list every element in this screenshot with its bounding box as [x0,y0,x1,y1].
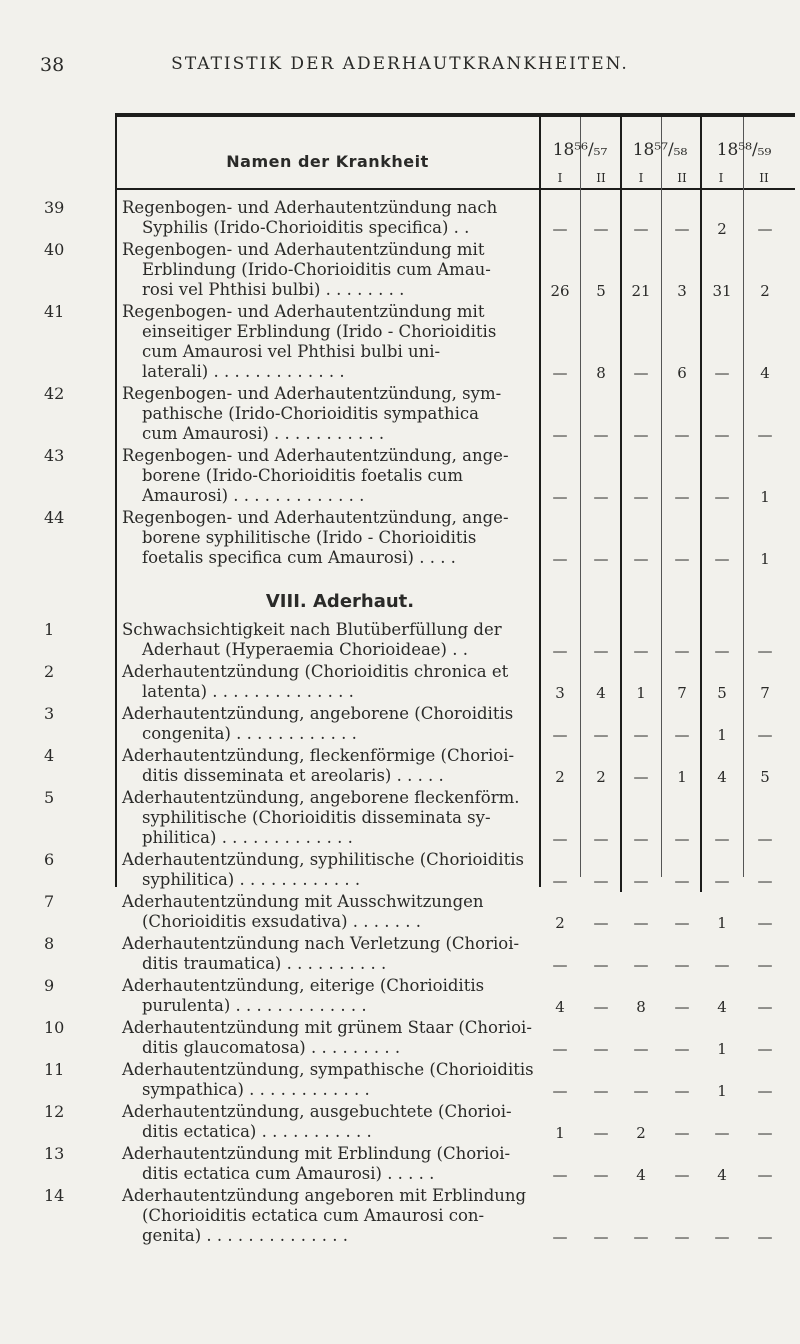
value-cell: — [757,998,773,1016]
value-cell: — [593,642,609,660]
row-number: 42 [44,384,65,403]
value-cell: — [714,1228,730,1246]
row-number: 4 [44,746,55,765]
entry-line: borene (Irido-Chorioiditis foetalis cum [142,466,464,485]
value-cell: — [633,1082,649,1100]
disease-entry [122,302,540,382]
entry-line: laterali) . . . . . . . . . . . . . [142,362,345,381]
entry-line: Aderhautentzündung, sympathische (Chorioiditis [122,1060,534,1079]
table-header-rule [115,188,795,190]
row-number: 14 [44,1186,65,1205]
value-cell: 21 [631,282,651,300]
value-cell: — [633,768,649,786]
value-cell: 1 [717,1082,727,1100]
row-number: 2 [44,662,55,681]
entry-line: foetalis specifica cum Amaurosi) . . . . [142,548,456,567]
value-cell: 2 [760,282,770,300]
entry-line: Regenbogen- und Aderhautentzündung, ange- [122,508,509,527]
value-cell: — [714,830,730,848]
value-cell: — [674,726,690,744]
entry-line: syphilitische (Chorioiditis disseminata sy- [142,808,491,827]
disease-entry [122,1018,540,1058]
row-number: 1 [44,620,55,639]
value-cell: 1 [760,488,770,506]
value-cell: — [714,872,730,890]
value-cell: — [593,550,609,568]
value-cell: — [552,488,568,506]
entry-line: ditis disseminata et areolaris) . . . . . [142,766,444,785]
value-cell: — [593,830,609,848]
value-cell: — [633,642,649,660]
entry-line: Amaurosi) . . . . . . . . . . . . . [142,486,365,505]
entry-line: Aderhautentzündung, syphilitische (Chorioiditis [122,850,524,869]
value-cell: — [593,220,609,238]
entry-line: Regenbogen- und Aderhautentzündung mit [122,240,485,259]
entry-line: Regenbogen- und Aderhautentzündung mit [122,302,485,321]
value-cell: — [633,872,649,890]
entry-line: sympathica) . . . . . . . . . . . . [142,1080,370,1099]
row-number: 39 [44,198,65,217]
value-cell: — [633,364,649,382]
header-year: 18⁵⁶/₅₇ [552,140,608,160]
entry-line: Aderhautentzündung, angeborene fleckenförm. [122,788,520,807]
value-cell: — [757,1166,773,1184]
value-cell: — [633,1040,649,1058]
value-cell: — [593,488,609,506]
entry-line: latenta) . . . . . . . . . . . . . . [142,682,354,701]
row-number: 13 [44,1144,65,1163]
value-cell: — [552,550,568,568]
value-cell: — [552,830,568,848]
value-cell: — [552,1040,568,1058]
value-cell: — [674,956,690,974]
row-number: 40 [44,240,65,259]
header-subcol: I [638,171,644,185]
header-year: 18⁵⁸/₅₉ [716,140,772,160]
value-cell: — [593,1082,609,1100]
value-cell: 5 [596,282,606,300]
value-cell: — [593,1040,609,1058]
value-cell: — [552,1082,568,1100]
value-cell: — [633,426,649,444]
value-cell: — [593,1166,609,1184]
disease-entry [122,620,540,660]
entry-line: rosi vel Phthisi bulbi) . . . . . . . . [142,280,405,299]
value-cell: 4 [717,998,727,1016]
running-head: STATISTIK DER ADERHAUTKRANKHEITEN. [171,54,629,74]
value-cell: — [674,550,690,568]
header-subcol: I [718,171,724,185]
value-cell: — [757,1082,773,1100]
disease-entry [122,788,540,848]
value-cell: 31 [712,282,732,300]
column-rule [580,117,581,877]
value-cell: — [633,726,649,744]
value-cell: — [674,488,690,506]
row-number: 41 [44,302,65,321]
entry-line: cum Amaurosi vel Phthisi bulbi uni- [142,342,441,361]
value-cell: 7 [760,684,770,702]
entry-line: Aderhautentzündung mit Erblindung (Chorioi- [122,1144,511,1163]
value-cell: 8 [596,364,606,382]
disease-entry [122,1144,540,1184]
value-cell: — [593,956,609,974]
value-cell: 2 [555,768,565,786]
entry-line: Schwachsichtigkeit nach Blutüberfüllung der [122,620,502,639]
entry-line: pathische (Irido-Chorioiditis sympathica [142,404,479,423]
header-subcol: I [557,171,563,185]
row-number: 3 [44,704,55,723]
value-cell: — [552,1166,568,1184]
section-heading: VIII. Aderhaut. [265,591,415,612]
entry-line: Syphilis (Irido-Chorioiditis specifica) . . [142,218,470,237]
row-number: 43 [44,446,65,465]
entry-line: Aderhautentzündung angeboren mit Erblindung [122,1186,527,1205]
value-cell: — [633,914,649,932]
value-cell: — [674,220,690,238]
value-cell: — [552,220,568,238]
disease-entry [122,240,540,300]
disease-entry [122,934,540,974]
row-number: 8 [44,934,55,953]
value-cell: — [674,1082,690,1100]
entry-line: borene syphilitische (Irido - Chorioiditis [142,528,477,547]
value-cell: 4 [717,768,727,786]
value-cell: — [633,956,649,974]
column-rule [620,117,622,892]
value-cell: 2 [555,914,565,932]
disease-entry [122,892,540,932]
disease-entry [122,508,540,568]
header-subcol: II [677,171,687,185]
value-cell: — [593,726,609,744]
entry-line: Aderhautentzündung, ausgebuchtete (Chorioi- [122,1102,512,1121]
value-cell: 4 [596,684,606,702]
row-number: 44 [44,508,65,527]
value-cell: — [593,914,609,932]
column-rule [115,117,117,887]
entry-line: cum Amaurosi) . . . . . . . . . . . [142,424,385,443]
disease-entry [122,446,540,506]
value-cell: — [674,1166,690,1184]
header-subcol: II [759,171,769,185]
entry-line: purulenta) . . . . . . . . . . . . . [142,996,367,1015]
value-cell: — [674,1040,690,1058]
value-cell: — [674,872,690,890]
value-cell: 4 [717,1166,727,1184]
value-cell: — [633,550,649,568]
entry-line: Aderhautentzündung, angeborene (Choroiditis [122,704,514,723]
value-cell: — [674,1124,690,1142]
row-number: 5 [44,788,55,807]
value-cell: — [757,956,773,974]
value-cell: 7 [677,684,687,702]
value-cell: — [757,426,773,444]
value-cell: 8 [636,998,646,1016]
value-cell: — [757,914,773,932]
disease-entry [122,662,540,702]
row-number: 7 [44,892,55,911]
disease-entry [122,850,540,890]
value-cell: 1 [760,550,770,568]
value-cell: — [714,550,730,568]
entry-line: Regenbogen- und Aderhautentzündung, sym- [122,384,502,403]
value-cell: — [552,872,568,890]
value-cell: — [757,1124,773,1142]
disease-entry [122,384,540,444]
value-cell: — [593,998,609,1016]
value-cell: — [593,426,609,444]
entry-line: Aderhautentzündung mit grünem Staar (Chorioi- [122,1018,532,1037]
value-cell: 4 [636,1166,646,1184]
value-cell: — [593,1228,609,1246]
entry-line: Regenbogen- und Aderhautentzündung, ange- [122,446,509,465]
entry-line: einseitiger Erblindung (Irido - Chorioiditis [142,322,497,341]
header-year: 18⁵⁷/₅₈ [632,140,688,160]
value-cell: — [757,726,773,744]
value-cell: — [757,220,773,238]
value-cell: — [633,220,649,238]
entry-line: Aderhautentzündung (Chorioiditis chronica et [122,662,509,681]
page-number: 38 [40,54,65,76]
entry-line: ditis ectatica cum Amaurosi) . . . . . [142,1164,435,1183]
value-cell: — [714,426,730,444]
value-cell: — [674,426,690,444]
value-cell: — [552,1228,568,1246]
row-number: 12 [44,1102,65,1121]
value-cell: — [714,364,730,382]
disease-entry [122,746,540,786]
entry-line: (Chorioiditis ectatica cum Amaurosi con- [142,1206,485,1225]
entry-line: ditis glaucomatosa) . . . . . . . . . [142,1038,401,1057]
value-cell: — [593,1124,609,1142]
value-cell: 5 [760,768,770,786]
value-cell: 4 [555,998,565,1016]
value-cell: — [714,1124,730,1142]
value-cell: 5 [717,684,727,702]
value-cell: — [552,956,568,974]
value-cell: 3 [555,684,565,702]
disease-entry [122,704,540,744]
value-cell: 3 [677,282,687,300]
value-cell: — [552,364,568,382]
entry-line: Aderhautentzündung, fleckenförmige (Chorioi- [122,746,515,765]
entry-line: Erblindung (Irido-Chorioiditis cum Amau- [142,260,491,279]
entry-line: Aderhaut (Hyperaemia Chorioideae) . . [142,640,468,659]
value-cell: — [757,872,773,890]
value-cell: 6 [677,364,687,382]
value-cell: — [633,1228,649,1246]
value-cell: — [757,642,773,660]
entry-line: Aderhautentzündung nach Verletzung (Chorioi- [122,934,520,953]
value-cell: — [757,1228,773,1246]
table-top-rule [115,113,795,117]
value-cell: — [714,956,730,974]
entry-line: genita) . . . . . . . . . . . . . . [142,1226,348,1245]
entry-line: Aderhautentzündung, eiterige (Chorioiditis [122,976,485,995]
entry-line: congenita) . . . . . . . . . . . . [142,724,357,743]
disease-entry [122,198,540,238]
value-cell: 2 [717,220,727,238]
value-cell: — [552,426,568,444]
value-cell: 1 [717,914,727,932]
entry-line: Regenbogen- und Aderhautentzündung nach [122,198,498,217]
header-subcol: II [596,171,606,185]
row-number: 6 [44,850,55,869]
value-cell: — [674,642,690,660]
entry-line: philitica) . . . . . . . . . . . . . [142,828,353,847]
column-rule [743,117,744,877]
value-cell: — [674,1228,690,1246]
value-cell: — [714,642,730,660]
value-cell: 2 [636,1124,646,1142]
disease-entry [122,1102,540,1142]
value-cell: 1 [717,1040,727,1058]
row-number: 11 [44,1060,65,1079]
value-cell: — [633,830,649,848]
header-name-column: Namen der Krankheit [226,152,429,171]
entry-line: Aderhautentzündung mit Ausschwitzungen [122,892,484,911]
value-cell: 26 [550,282,570,300]
value-cell: 1 [636,684,646,702]
value-cell: 1 [717,726,727,744]
entry-line: (Chorioiditis exsudativa) . . . . . . . [142,912,421,931]
value-cell: 2 [596,768,606,786]
row-number: 9 [44,976,55,995]
column-rule [661,117,662,877]
value-cell: 1 [677,768,687,786]
value-cell: — [633,488,649,506]
disease-entry [122,1060,540,1100]
entry-line: ditis ectatica) . . . . . . . . . . . [142,1122,372,1141]
entry-line: syphilitica) . . . . . . . . . . . . [142,870,361,889]
value-cell: — [757,1040,773,1058]
value-cell: — [757,830,773,848]
value-cell: — [552,726,568,744]
value-cell: — [674,830,690,848]
entry-line: ditis traumatica) . . . . . . . . . . [142,954,387,973]
value-cell: — [552,642,568,660]
disease-entry [122,1186,540,1246]
value-cell: — [674,998,690,1016]
column-rule [700,117,702,892]
row-number: 10 [44,1018,65,1037]
value-cell: — [674,914,690,932]
value-cell: — [714,488,730,506]
value-cell: — [593,872,609,890]
value-cell: 4 [760,364,770,382]
value-cell: 1 [555,1124,565,1142]
disease-entry [122,976,540,1016]
